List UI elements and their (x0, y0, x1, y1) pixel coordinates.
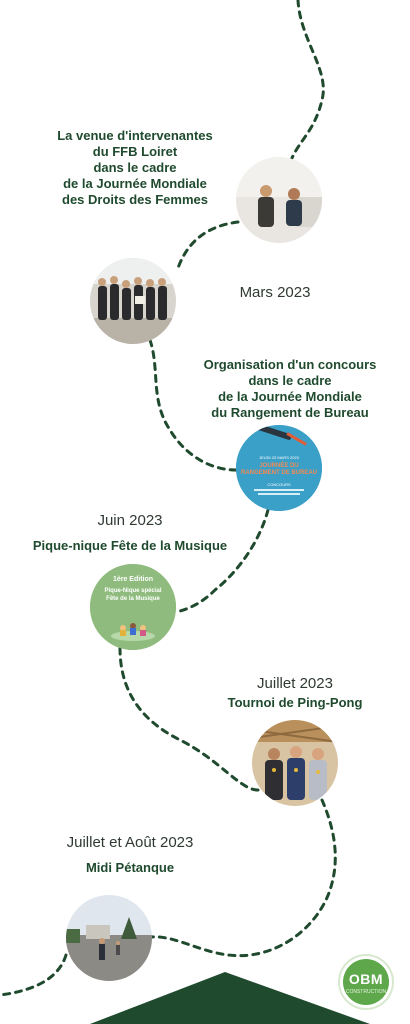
event-ffb-line: des Droits des Femmes (62, 192, 208, 207)
flyer-bureau-sub: CONCOURS (267, 482, 291, 487)
event-ffb-line: du FFB Loiret (92, 144, 178, 159)
date-juillet-aout: Juillet et Août 2023 (66, 834, 194, 851)
event-ffb-line: La venue d'intervenantes (57, 128, 213, 143)
event-bureau-line: du Rangement de Bureau (211, 405, 369, 420)
flyer-musique-title-2: Fête de la Musique (106, 596, 160, 602)
event-ffb-line: de la Journée Mondiale (63, 176, 207, 191)
date-mars: Mars 2023 (239, 284, 311, 301)
flyer-bureau-date: JEUDI 23 MARS 2023 (259, 455, 299, 460)
obm-logo-sub: CONSTRUCTION (345, 989, 387, 995)
flyer-musique-edition: 1ère Edition (112, 576, 154, 583)
event-ffb-line: dans le cadre (93, 160, 177, 175)
date-juillet: Juillet 2023 (257, 675, 333, 692)
flyer-bureau-title-1: JOURNÉE DU (259, 463, 299, 469)
obm-logo (340, 956, 392, 1008)
event-petanque-title: Midi Pétanque (85, 860, 175, 875)
obm-logo-text: OBM (348, 971, 384, 987)
event-bureau-line: Organisation d'un concours (203, 357, 377, 372)
date-juin: Juin 2023 (97, 512, 163, 529)
event-bureau-line: dans le cadre (248, 373, 332, 388)
event-musique-title: Pique-nique Fête de la Musique (32, 538, 228, 553)
flyer-musique-title-1: Pique-Nique spécial (104, 588, 162, 594)
event-bureau-line: de la Journée Mondiale (218, 389, 362, 404)
flyer-bureau-title-2: RANGEMENT DE BUREAU (240, 470, 317, 476)
event-pingpong-title: Tournoi de Ping-Pong (227, 695, 363, 710)
